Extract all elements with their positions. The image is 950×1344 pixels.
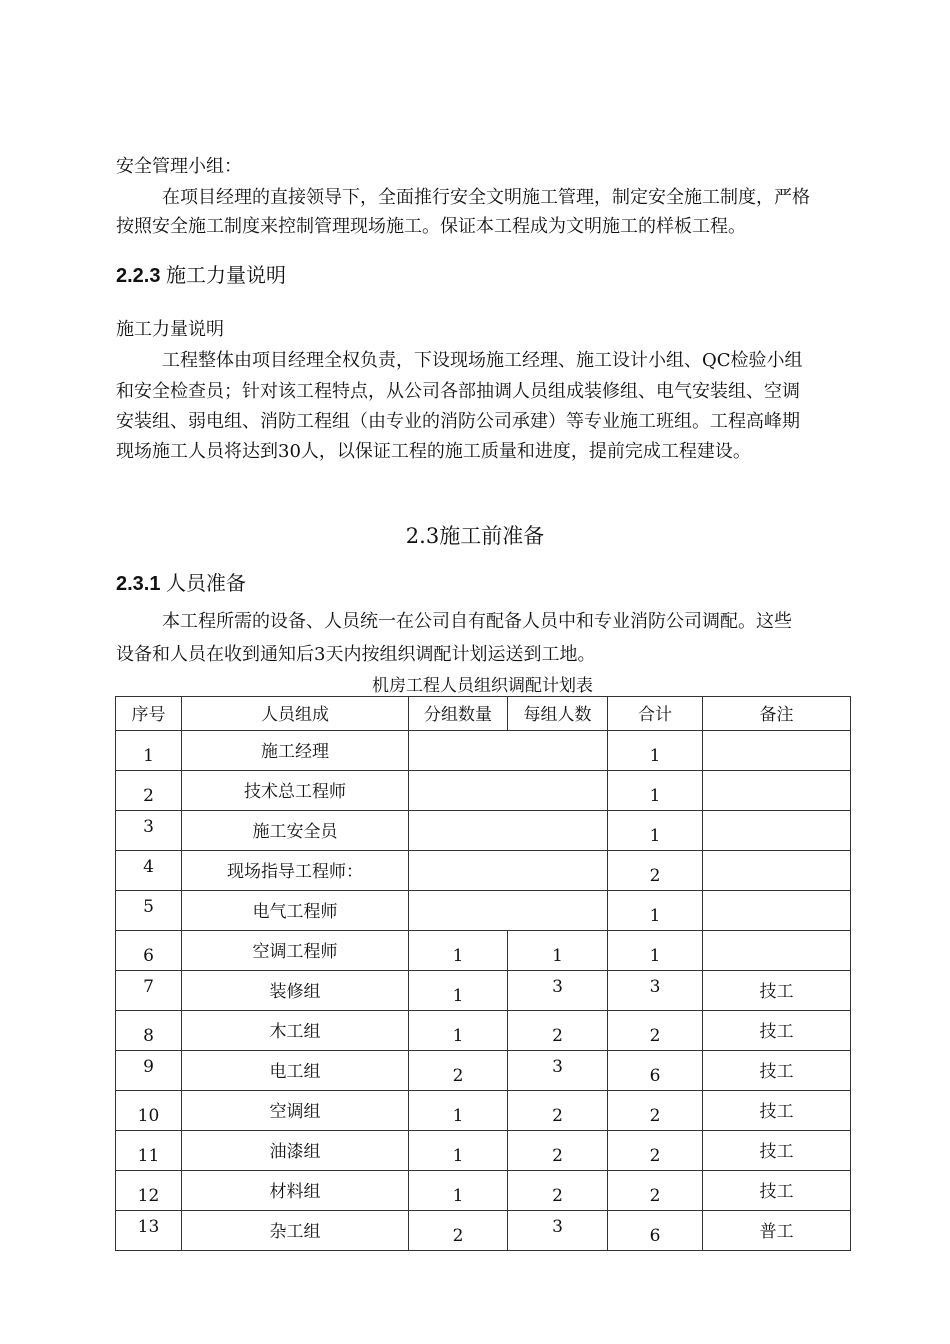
header-groups: 分组数量 xyxy=(409,697,508,731)
header-note: 备注 xyxy=(703,697,851,731)
cell-per-group: 2 xyxy=(508,1011,608,1051)
cell-note xyxy=(703,731,851,771)
cell-note xyxy=(703,931,851,971)
section-223-heading xyxy=(116,262,286,289)
cell-note xyxy=(703,811,851,851)
cell-groups: 1 xyxy=(409,931,508,971)
cell-total: 6 xyxy=(608,1051,703,1091)
safety-group-para-line2: 按照安全施工制度来控制管理现场施工。保证本工程成为文明施工的样板工程。 xyxy=(116,216,746,237)
table-row xyxy=(116,1051,851,1091)
cell-no: 11 xyxy=(116,1131,182,1171)
table-row xyxy=(116,771,851,811)
cell-name: 技术总工程师 xyxy=(182,771,409,811)
table-row xyxy=(116,811,851,851)
cell-total: 1 xyxy=(608,771,703,811)
cell-total: 2 xyxy=(608,1011,703,1051)
section-223-title: 施工力量说明 xyxy=(166,263,287,287)
cell-total: 1 xyxy=(608,931,703,971)
cell-no: 12 xyxy=(116,1171,182,1211)
cell-name: 现场指导工程师： xyxy=(182,851,409,891)
cell-per-group: 2 xyxy=(508,1131,608,1171)
cell-groups: 1 xyxy=(409,1011,508,1051)
table-row xyxy=(116,1211,851,1251)
cell-note xyxy=(703,771,851,811)
cell-no: 10 xyxy=(116,1091,182,1131)
cell-total: 1 xyxy=(608,731,703,771)
cell-total: 2 xyxy=(608,1171,703,1211)
cell-groups-empty xyxy=(409,891,608,931)
cell-groups-empty xyxy=(409,851,608,891)
section-231-number: 2.3.1 xyxy=(116,573,161,595)
cell-name: 油漆组 xyxy=(182,1131,409,1171)
table-row xyxy=(116,931,851,971)
cell-per-group: 3 xyxy=(508,971,608,1011)
section-231-title: 人员准备 xyxy=(166,571,247,595)
section-223-line2: 和安全检查员；针对该工程特点，从公司各部抽调人员组成装修组、电气安装组、空调 xyxy=(116,381,800,402)
cell-note: 技工 xyxy=(703,971,851,1011)
table-row xyxy=(116,1091,851,1131)
cell-per-group: 2 xyxy=(508,1171,608,1211)
header-no: 序号 xyxy=(116,697,182,731)
cell-name: 木工组 xyxy=(182,1011,409,1051)
cell-name: 材料组 xyxy=(182,1171,409,1211)
section-223-line1: 工程整体由项目经理全权负责，下设现场施工经理、施工设计小组、QC检验小组 xyxy=(162,350,803,371)
section-223-line3: 安装组、弱电组、消防工程组（由专业的消防公司承建）等专业施工班组。工程高峰期 xyxy=(116,411,800,432)
section-223-sublabel: 施工力量说明 xyxy=(116,319,224,340)
section-23-heading: 2.3施工前准备 xyxy=(405,524,545,548)
header-total: 合计 xyxy=(608,697,703,731)
cell-name: 装修组 xyxy=(182,971,409,1011)
table-caption: 机房工程人员组织调配计划表 xyxy=(372,676,593,696)
cell-no: 8 xyxy=(116,1011,182,1051)
cell-no: 9 xyxy=(116,1051,182,1091)
table-row xyxy=(116,851,851,891)
cell-name: 电工组 xyxy=(182,1051,409,1091)
cell-name: 空调组 xyxy=(182,1091,409,1131)
cell-note: 普工 xyxy=(703,1211,851,1251)
cell-per-group: 3 xyxy=(508,1211,608,1251)
header-per-group: 每组人数 xyxy=(508,697,608,731)
section-231-heading xyxy=(116,570,246,597)
safety-group-label: 安全管理小组： xyxy=(116,156,242,177)
cell-total: 2 xyxy=(608,1091,703,1131)
cell-note: 技工 xyxy=(703,1091,851,1131)
cell-total: 1 xyxy=(608,891,703,931)
cell-no: 2 xyxy=(116,771,182,811)
table-row xyxy=(116,971,851,1011)
cell-groups: 1 xyxy=(409,1091,508,1131)
cell-groups-empty xyxy=(409,771,608,811)
cell-groups: 2 xyxy=(409,1211,508,1251)
cell-groups: 1 xyxy=(409,1171,508,1211)
cell-no: 4 xyxy=(116,851,182,891)
section-223-line4: 现场施工人员将达到30人，以保证工程的施工质量和进度，提前完成工程建设。 xyxy=(116,441,751,462)
cell-note: 技工 xyxy=(703,1051,851,1091)
header-name: 人员组成 xyxy=(182,697,409,731)
table-row xyxy=(116,891,851,931)
cell-groups: 1 xyxy=(409,971,508,1011)
cell-no: 7 xyxy=(116,971,182,1011)
cell-no: 6 xyxy=(116,931,182,971)
cell-groups: 1 xyxy=(409,1131,508,1171)
table-row xyxy=(116,1171,851,1211)
table-row xyxy=(116,731,851,771)
cell-name: 电气工程师 xyxy=(182,891,409,931)
cell-groups-empty xyxy=(409,811,608,851)
cell-per-group: 1 xyxy=(508,931,608,971)
cell-total: 6 xyxy=(608,1211,703,1251)
safety-group-para-line1: 在项目经理的直接领导下，全面推行安全文明施工管理，制定安全施工制度，严格 xyxy=(162,187,810,208)
cell-no: 3 xyxy=(116,811,182,851)
cell-no: 5 xyxy=(116,891,182,931)
table-row xyxy=(116,1131,851,1171)
cell-note: 技工 xyxy=(703,1011,851,1051)
cell-note xyxy=(703,851,851,891)
cell-name: 施工安全员 xyxy=(182,811,409,851)
cell-name: 空调工程师 xyxy=(182,931,409,971)
cell-note: 技工 xyxy=(703,1131,851,1171)
cell-groups: 2 xyxy=(409,1051,508,1091)
cell-total: 2 xyxy=(608,851,703,891)
section-231-line2: 设备和人员在收到通知后3天内按组织调配计划运送到工地。 xyxy=(116,644,596,665)
cell-name: 杂工组 xyxy=(182,1211,409,1251)
cell-no: 13 xyxy=(116,1211,182,1251)
section-231-line1: 本工程所需的设备、人员统一在公司自有配备人员中和专业消防公司调配。这些 xyxy=(162,611,792,632)
cell-name: 施工经理 xyxy=(182,731,409,771)
table-header-row xyxy=(116,697,851,731)
cell-groups-empty xyxy=(409,731,608,771)
cell-per-group: 2 xyxy=(508,1091,608,1131)
cell-note: 技工 xyxy=(703,1171,851,1211)
section-223-number: 2.2.3 xyxy=(116,265,161,287)
cell-total: 2 xyxy=(608,1131,703,1171)
cell-total: 3 xyxy=(608,971,703,1011)
cell-per-group: 3 xyxy=(508,1051,608,1091)
cell-note xyxy=(703,891,851,931)
cell-total: 1 xyxy=(608,811,703,851)
cell-no: 1 xyxy=(116,731,182,771)
table-row xyxy=(116,1011,851,1051)
staffing-plan-table xyxy=(115,696,851,1251)
